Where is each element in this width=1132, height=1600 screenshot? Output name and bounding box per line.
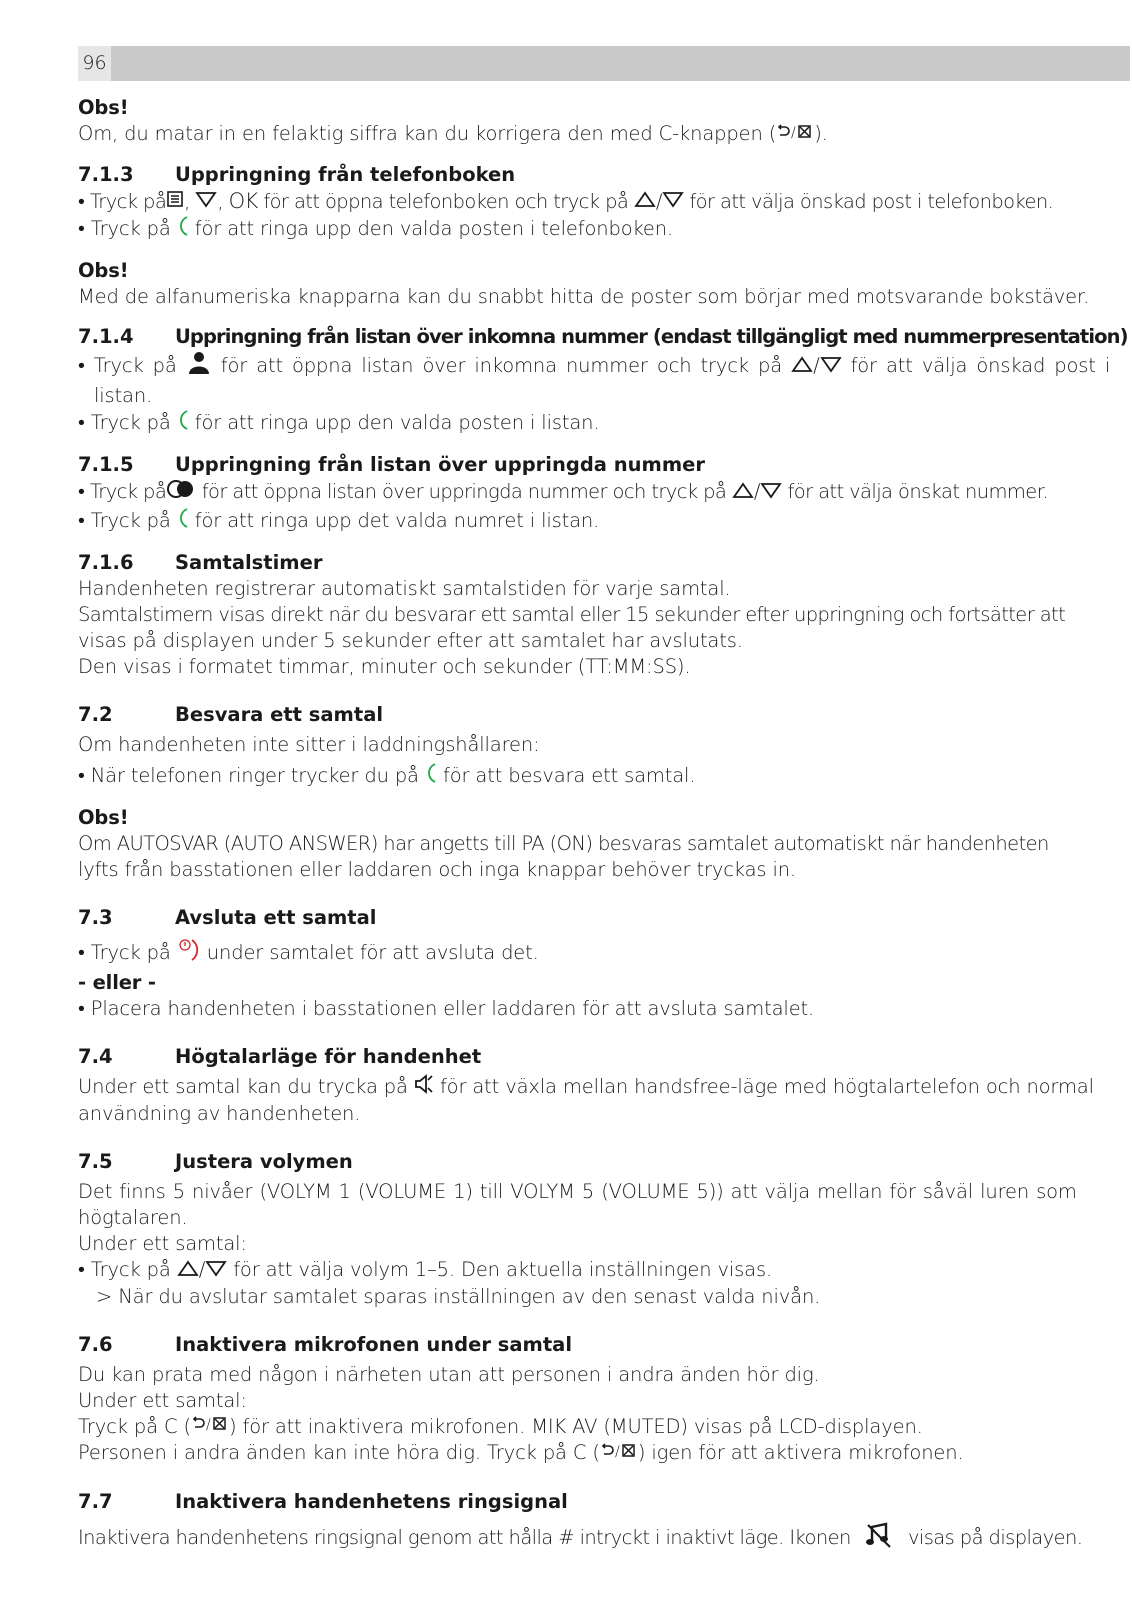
manual-page — [78, 46, 1130, 1556]
page-number: 96 — [78, 46, 111, 81]
up-arrow-icon — [732, 480, 754, 506]
bullet-end-call: • Tryck på under samtalet för att avsluta det. — [78, 937, 1130, 970]
down-arrow-icon — [195, 189, 217, 215]
note-text: Om, du matar in en felaktig siffra kan du korrigera den med C-knappen ( / ). — [78, 121, 1130, 148]
call-icon — [425, 762, 437, 791]
bullet-volume: • Tryck på / för att välja volym 1–5. Den aktuella inställningen visas. — [78, 1257, 1130, 1284]
paragraph-line: Under ett samtal: — [78, 1232, 247, 1255]
section-heading-7-1-3: 7.1.3 Uppringning från telefonboken — [78, 162, 516, 186]
bullet-place-handset: • Placera handenheten i basstationen eller laddaren för att avsluta samtalet. — [78, 997, 815, 1020]
call-icon — [177, 409, 189, 438]
svg-text:/: / — [791, 124, 796, 141]
section-heading-7-2: 7.2 Besvara ett samtal — [78, 703, 384, 726]
down-arrow-icon — [205, 1258, 227, 1284]
person-icon — [186, 350, 212, 383]
section-heading-7-1-4: 7.1.4 Uppringning från listan över inkomna nummer (endast tillgängligt med nummerpresentation) — [78, 325, 1128, 348]
up-arrow-icon — [634, 189, 656, 215]
note-label: Obs! — [78, 96, 129, 119]
svg-text:/: / — [205, 1417, 211, 1433]
paragraph-line: Under ett samtal: — [78, 1388, 247, 1412]
bullet-call-entry: • Tryck på för att ringa upp den valda posten i telefonboken. — [78, 215, 1130, 244]
down-arrow-icon — [820, 354, 842, 380]
section-heading-7-1-5: 7.1.5 Uppringning från listan över uppringda nummer — [78, 453, 705, 476]
section-heading-7-6: 7.6 Inaktivera mikrofonen under samtal — [78, 1332, 573, 1356]
back-delete-icon — [600, 1441, 638, 1467]
note-text: lyfts från basstationen eller laddaren och inga knappar behöver tryckas in. — [78, 858, 796, 881]
note-text: Med de alfanumeriska knapparna kan du snabbt hitta de poster som börjar med motsvarande bokstäver. — [78, 285, 1090, 308]
menu-list-icon — [166, 189, 184, 215]
speaker-icon — [414, 1074, 434, 1101]
down-arrow-icon — [760, 480, 782, 506]
paragraph-line: användning av handenheten. — [78, 1102, 361, 1125]
bullet-continuation: listan. — [94, 384, 153, 407]
up-arrow-icon — [791, 354, 813, 380]
bullet-open-dialed: • Tryck på för att öppna listan över uppringda nummer och tryck på / för att välja önskat nummer. — [78, 478, 1130, 507]
paragraph-line: Inaktivera handenhetens ringsignal genom att hålla # intryckt i inaktivt läge. Ikonen visas på displayen. — [78, 1521, 1130, 1556]
note-text: Om AUTOSVAR (AUTO ANSWER) har angetts till PA (ON) besvaras samtalet automatiskt när handenheten — [78, 832, 1049, 855]
bullet-answer-call: • När telefonen ringer trycker du på för att besvara ett samtal. — [78, 762, 1130, 791]
section-heading-7-5: 7.5 Justera volymen — [78, 1150, 353, 1173]
back-delete-icon — [191, 1414, 229, 1440]
up-arrow-icon — [177, 1258, 199, 1284]
ringer-off-icon — [864, 1521, 894, 1556]
back-delete-icon — [776, 122, 814, 148]
section-heading-7-7: 7.7 Inaktivera handenhetens ringsignal — [78, 1489, 568, 1513]
section-heading-7-4: 7.4 Högtalarläge för handenhet — [78, 1045, 482, 1068]
paragraph-line: Om handenheten inte sitter i laddningshållaren: — [78, 733, 540, 756]
call-icon — [177, 215, 189, 244]
paragraph-line: Den visas i formatet timmar, minuter och sekunder (TT:MM:SS). — [78, 655, 691, 678]
section-heading-7-1-6: 7.1.6 Samtalstimer — [78, 551, 323, 574]
bullet-open-phonebook: • Tryck på , , OK för att öppna telefonboken och tryck på / för att välja önskad post i telefonboken. — [78, 188, 1130, 216]
page-header-bar — [78, 46, 1130, 81]
result-line: > När du avslutar samtalet sparas inställningen av den senast valda nivån. — [96, 1284, 821, 1308]
bullet-call-entry: • Tryck på för att ringa upp det valda numret i listan. — [78, 507, 1130, 536]
bullet-call-entry: • Tryck på för att ringa upp den valda posten i listan. — [78, 409, 1130, 438]
call-icon — [177, 507, 189, 536]
paragraph-line: Samtalstimern visas direkt när du besvarar ett samtal eller 15 sekunder efter uppringning och fortsätter att — [78, 603, 1066, 626]
paragraph-line: Handenheten registrerar automatiskt samtalstiden för varje samtal. — [78, 577, 731, 600]
paragraph-line: Personen i andra änden kan inte höra dig. Tryck på C ( / ) igen för att aktivera mikrofonen. — [78, 1440, 1130, 1467]
redial-icon — [166, 478, 196, 507]
ok-key: OK — [228, 188, 258, 213]
svg-text:/: / — [614, 1443, 620, 1460]
note-label: Obs! — [78, 806, 129, 829]
end-call-icon — [177, 937, 201, 970]
paragraph-line: Det finns 5 nivåer (VOLYM 1 (VOLUME 1) till VOLYM 5 (VOLUME 5)) att välja mellan för såväl luren som — [78, 1180, 1077, 1203]
down-arrow-icon — [662, 189, 684, 215]
or-separator: - eller - — [78, 971, 156, 994]
paragraph-line: visas på displayen under 5 sekunder efter att samtalet har avslutats. — [78, 629, 743, 652]
paragraph-line: Du kan prata med någon i närheten utan att personen i andra änden hör dig. — [78, 1362, 820, 1386]
paragraph-line: högtalaren. — [78, 1206, 188, 1229]
section-heading-7-3: 7.3 Avsluta ett samtal — [78, 906, 377, 929]
bullet-open-incoming: • Tryck på för att öppna listan över inkomna nummer och tryck på / för att välja önskad post i — [78, 350, 1130, 383]
note-label: Obs! — [78, 259, 129, 282]
paragraph-line: Tryck på C ( / ) för att inaktivera mikrofonen. MIK AV (MUTED) visas på LCD-displayen. — [78, 1414, 1130, 1441]
paragraph-line: Under ett samtal kan du trycka på för att växla mellan handsfree-läge med högtalartelefon och normal — [78, 1074, 1130, 1101]
